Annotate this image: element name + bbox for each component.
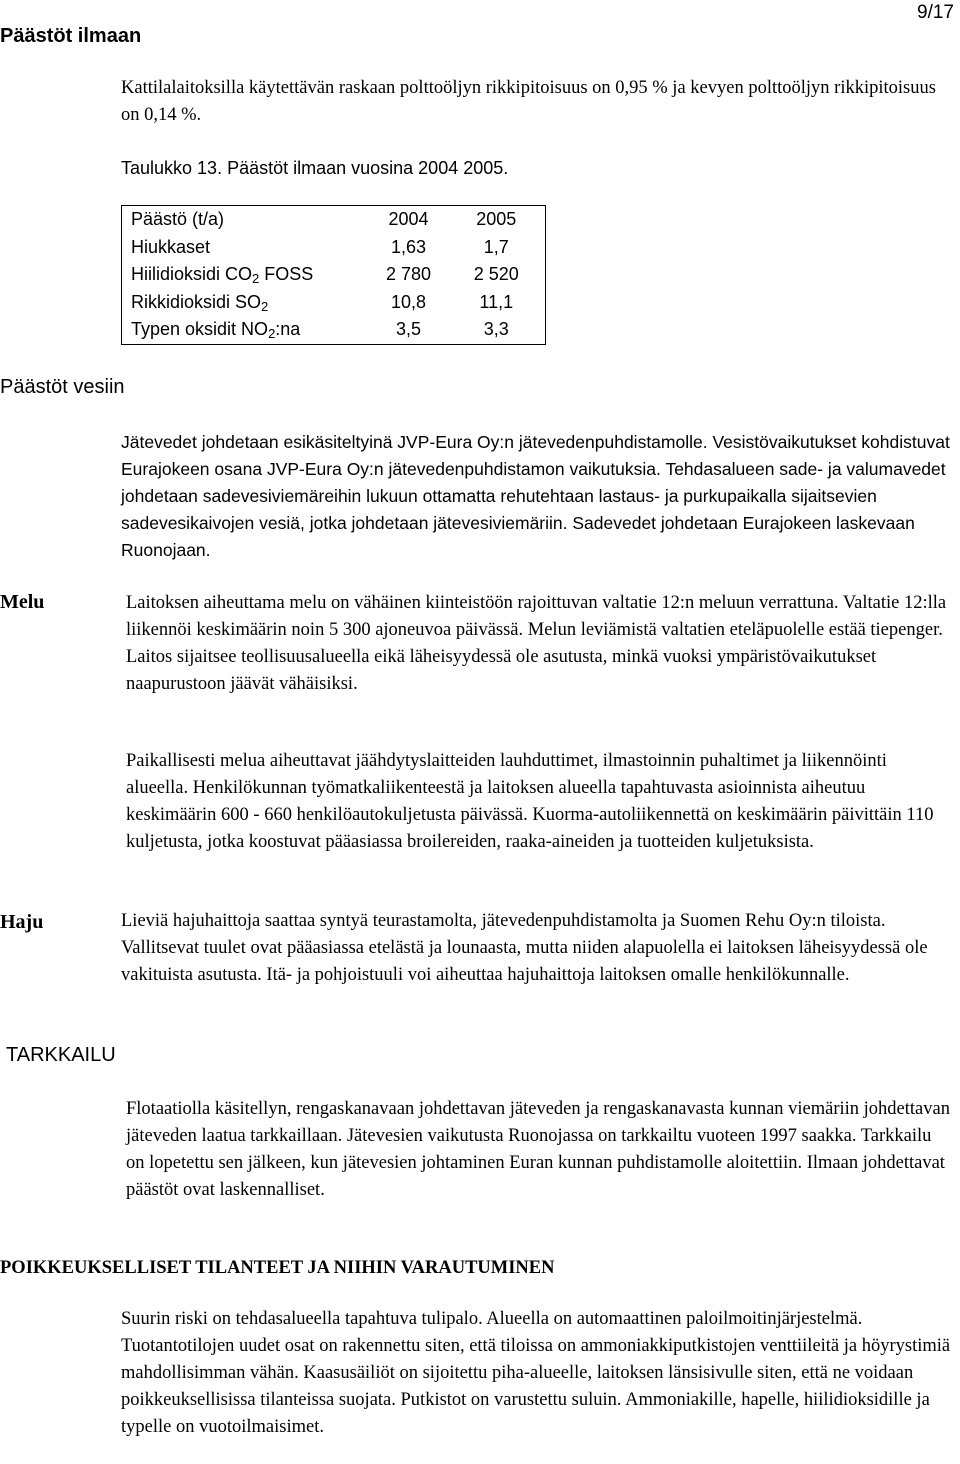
section-heading-paastot-vesiin: Päästöt vesiin (0, 376, 125, 398)
paragraph-ilmaan-intro: Kattilalaitoksilla käytettävän raskaan polttoöljyn rikkipitoisuus on 0,95 % ja kevyen polttoöljyn rikkipitoisuus on 0,14 %. (121, 78, 936, 125)
section-heading-tarkkailu: TARKKAILU (6, 1044, 116, 1066)
emissions-table (121, 205, 546, 345)
table-row (122, 316, 546, 344)
section-heading-poikkeukselliset: POIKKEUKSELLISET TILANTEET JA NIIHIN VARAUTUMINEN (0, 1258, 555, 1278)
table-caption: Taulukko 13. Päästöt ilmaan vuosina 2004 2005. (121, 158, 509, 178)
table-cell-2005: 3,3 (483, 319, 509, 339)
section-heading-melu: Melu (0, 591, 45, 613)
table-cell-name: Hiukkaset (131, 236, 211, 257)
table-cell-name: Hiilidioksidi $CO_2$ FOSS (131, 264, 314, 286)
table-cell-name: Rikkidioksidi $SO_2$ (131, 291, 269, 314)
page-number: 9/17 (917, 2, 954, 23)
table-cell-2004: 1,63 (390, 236, 427, 257)
table-cell-2005: 1,7 (483, 236, 509, 257)
table-header-cell: 2005 (476, 209, 517, 229)
paragraph-melu-1: Laitoksen aiheuttama melu on vähäinen kiinteistöön rajoittuvan valtatie 12:n meluun verrattuna. Valtatie 12:lla liikennöi keskimäärin noin 5 300 ajoneuvoa päivässä. Melun leviämistä valtatien eteläpuolelle estää tiepenger. Laitos sijaitsee teollisuusalueella eikä läheisyydessä ole asutusta, minkä vuoksi ympäristövaikutukset naapurustoon jäävät vähäisiksi. (126, 593, 947, 694)
table-row (122, 261, 546, 289)
paragraph-haju: Lieviä hajuhaittoja saattaa syntyä teurastamolta, jätevedenpuhdistamolta ja Suomen Rehu Oy:n tiloista. Vallitsevat tuulet ovat pääasiassa etelästä ja lounaasta, mutta niiden alapuolella ei laitoksen läheisyydessä ole vakituista asutusta. Itä- ja pohjoistuuli voi aiheuttaa hajuhaittoja laitoksen omalle henkilökunnalle. (121, 911, 928, 985)
table-cell-2004: 3,5 (395, 319, 422, 339)
paragraph-tarkkailu: Flotaatiolla käsitellyn, rengaskanavaan johdettavan jäteveden ja rengaskanavasta kunnan viemäriin johdettavan jäteveden laatua tarkkaillaan. Jätevesien vaikutusta Ruonojassa on tarkkailtu vuoteen 1997 saakka. Tarkkailu on lopetettu sen jälkeen, kun jätevesien johtaminen Euran kunnan puhdistamolle aloitettiin. Ilmaan johdettavat päästöt ovat laskennalliset. (126, 1099, 950, 1200)
table-row (122, 289, 546, 317)
table-cell-2005: 11,1 (479, 291, 514, 312)
paragraph-melu-2: Paikallisesti melua aiheuttavat jäähdytyslaitteiden lauhduttimet, ilmastoinnin puhaltimet ja liikennöinti alueella. Henkilökunnan työmatkaliikenteestä ja laitoksen alueella tapahtuvasta asioinnista aiheutuu keskimäärin 600 - 660 henkilöautokuljetusta päivässä. Kuorma-autoliikennettä on keskimäärin päivittäin 110 kuljetusta, jotka koostuvat pääasiassa broilereiden, raaka-aineiden ja tuotteiden kuljetuksista. (126, 751, 934, 852)
section-heading-paastot-ilmaan: Päästöt ilmaan (0, 25, 142, 47)
section-heading-haju: Haju (0, 911, 44, 933)
table-header-cell: Päästö (t/a) (131, 209, 225, 229)
table-header-cell: 2004 (388, 209, 429, 229)
paragraph-poikkeukselliset: Suurin riski on tehdasalueella tapahtuva tulipalo. Alueella on automaattinen paloilmoitinjärjestelmä. Tuotantotilojen uudet osat on rakennettu siten, että tiloissa on ammoniakkiputkistojen venttiileitä ja höyrystimiä mahdollisimman vähän. Kaasusäiliöt on sijoitettu piha-alueelle, laitoksen länsisivulle siten, että ne voidaan poikkeuksellisissa tilanteissa suojata. Putkistot on varustettu suluin. Ammoniakille, hapelle, hiilidioksidille ja typelle on vuotoilmaisimet. (121, 1309, 951, 1437)
paragraph-vesiin: Jätevedet johdetaan esikäsiteltyinä JVP-Eura Oy:n jätevedenpuhdistamolle. Vesistövaikutukset kohdistuvat Eurajokeen osana JVP-Eura Oy:n jätevedenpuhdistamon vaikutuksia. Tehdasalueen sade- ja valumavedet johdetaan sadevesiviemäreihin lukuun ottamatta rehutehtaan lastaus- ja purkupaikalla sijaitsevien sadevesikaivojen vesiä, jotka johdetaan jätevesiviemäriin. Sadevedet johdetaan Eurajokeen laskevaan Ruonojaan. (121, 432, 950, 560)
table-cell-2005: 2 520 (473, 264, 519, 284)
table-cell-2004: 2 780 (385, 264, 432, 284)
table-row (122, 234, 546, 262)
table-cell-2004: 10,8 (390, 291, 427, 312)
table-cell-name: Typen oksidit $NO_2:na$ (131, 319, 301, 341)
table-header-row (122, 206, 546, 234)
